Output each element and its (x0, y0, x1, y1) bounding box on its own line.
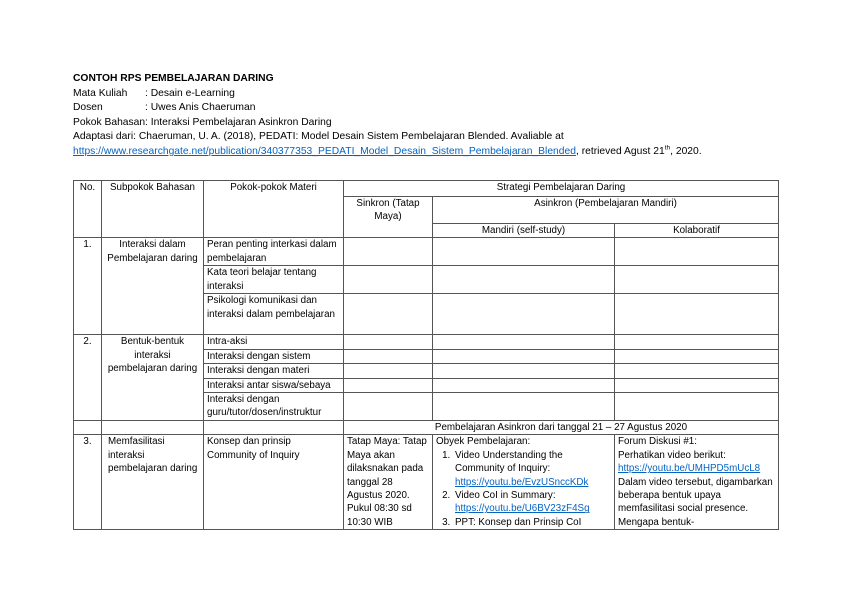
materi-cell: Peran penting interkasi dalam pembelajaran (204, 238, 344, 266)
empty-cell (433, 364, 615, 378)
empty-cell (344, 335, 433, 349)
retrieved-sup: th (664, 144, 671, 152)
learning-objects-list (436, 449, 611, 529)
field-value: : Interaksi Pembelajaran Asinkron Daring (145, 116, 332, 128)
empty-cell (433, 238, 615, 266)
row-number: 1. (74, 238, 102, 335)
item-text: Video CoI in Summary: (455, 490, 556, 502)
forum-video-link[interactable]: https://youtu.be/UMHPD5mUcL8 (618, 463, 761, 475)
header-strategi: Strategi Pembelajaran Daring (344, 181, 779, 197)
header-pokok: Pokok-pokok Materi (204, 181, 344, 238)
empty-cell (615, 294, 779, 335)
empty-cell (615, 349, 779, 363)
video-link[interactable]: https://youtu.be/EvzUSnccKDk (455, 476, 589, 488)
forum-instruction: Perhatikan video berikut: (618, 449, 726, 461)
learning-objects-title: Obyek Pembelajaran: (436, 436, 531, 448)
item-text: Video Understanding the Community of Inquiry: (455, 449, 563, 475)
empty-cell (615, 238, 779, 266)
async-schedule-banner: Pembelajaran Asinkron dari tanggal 21 – 27 Agustus 2020 (344, 421, 779, 435)
empty-cell (344, 266, 433, 294)
materi-cell: Psikologi komunikasi dan interaksi dalam pembelajaran (204, 294, 344, 335)
field-label: Mata Kuliah (73, 87, 128, 99)
materi-cell: Interaksi dengan materi (204, 364, 344, 378)
empty-cell (615, 266, 779, 294)
header-kolaboratif: Kolaboratif (615, 224, 779, 238)
table-row (74, 421, 779, 435)
field-value: : Uwes Anis Chaeruman (145, 102, 256, 114)
subpokok-cell: Interaksi dalam Pembelajaran daring (102, 238, 204, 335)
header-subpokok: Subpokok Bahasan (102, 181, 204, 238)
document-header (73, 72, 702, 160)
empty-cell (344, 378, 433, 392)
table-row (74, 335, 779, 349)
adaptation-text: Adaptasi dari: Chaeruman, U. A. (2018), PEDATI: Model Desain Sistem Pembelajaran Blended. Avaliable at (73, 131, 564, 143)
table-row (74, 435, 779, 530)
header-asinkron: Asinkron (Pembelajaran Mandiri) (433, 197, 779, 224)
table-row (74, 238, 779, 266)
forum-text: Dalam video tersebut, digambarkan beberapa bentuk upaya memfasilitasi social presence. Mengapa bentuk- (618, 476, 773, 528)
row-number: 2. (74, 335, 102, 421)
header-row (74, 181, 779, 197)
materi-cell: Interaksi dengan guru/tutor/dosen/instruktur (204, 393, 344, 421)
materi-cell: Interaksi dengan sistem (204, 349, 344, 363)
empty-cell (433, 378, 615, 392)
video-link[interactable]: https://youtu.be/U6BV23zF4Sg (455, 503, 590, 515)
empty-cell (204, 421, 344, 435)
adaptation-source (73, 145, 702, 160)
document-title: CONTOH RPS PEMBELAJARAN DARING (73, 73, 274, 84)
field-label: Pokok Bahasan (73, 116, 146, 128)
list-item (453, 489, 611, 516)
header-no: No. (74, 181, 102, 238)
retrieved-year: , 2020. (670, 145, 702, 157)
empty-cell (433, 266, 615, 294)
subpokok-cell: Memfasilitasi interaksi pembelajaran daring (102, 435, 204, 530)
empty-cell (433, 335, 615, 349)
retrieved-text: , retrieved Agust 21 (575, 145, 665, 157)
field-pokok-bahasan (73, 116, 702, 131)
empty-cell (344, 238, 433, 266)
list-item (453, 449, 611, 489)
header-sinkron: Sinkron (Tatap Maya) (344, 197, 433, 238)
empty-cell (102, 421, 204, 435)
materi-cell: Kata teori belajar tentang interaksi (204, 266, 344, 294)
empty-cell (433, 294, 615, 335)
empty-cell (344, 364, 433, 378)
item-text: PPT: Konsep dan Prinsip CoI (455, 516, 582, 528)
empty-cell (344, 393, 433, 421)
empty-cell (615, 364, 779, 378)
rps-table (73, 180, 779, 530)
researchgate-link[interactable]: https://www.researchgate.net/publication/340377353_PEDATI_Model_Desain_Sistem_Pembelajaran_Blended (73, 145, 576, 157)
empty-cell (615, 393, 779, 421)
materi-cell: Intra-aksi (204, 335, 344, 349)
empty-cell (433, 393, 615, 421)
field-mata-kuliah (73, 87, 702, 102)
field-dosen (73, 101, 702, 116)
empty-cell (615, 335, 779, 349)
sinkron-cell: Tatap Maya: Tatap Maya akan dilaksnakan pada tanggal 28 Agustus 2020. Pukul 08:30 sd 10:30 WIB (344, 435, 433, 530)
field-label: Dosen (73, 102, 103, 114)
empty-cell (344, 349, 433, 363)
kolaboratif-cell (615, 435, 779, 530)
empty-cell (344, 294, 433, 335)
forum-title: Forum Diskusi #1: (618, 436, 697, 448)
materi-cell: Interaksi antar siswa/sebaya (204, 378, 344, 392)
empty-cell (74, 421, 102, 435)
empty-cell (615, 378, 779, 392)
empty-cell (433, 349, 615, 363)
materi-cell: Konsep dan prinsip Community of Inquiry (204, 435, 344, 530)
row-number: 3. (74, 435, 102, 530)
header-mandiri: Mandiri (self-study) (433, 224, 615, 238)
mandiri-cell (433, 435, 615, 530)
subpokok-cell: Bentuk-bentuk interaksi pembelajaran daring (102, 335, 204, 421)
field-value: : Desain e-Learning (145, 87, 235, 99)
list-item (453, 516, 611, 529)
